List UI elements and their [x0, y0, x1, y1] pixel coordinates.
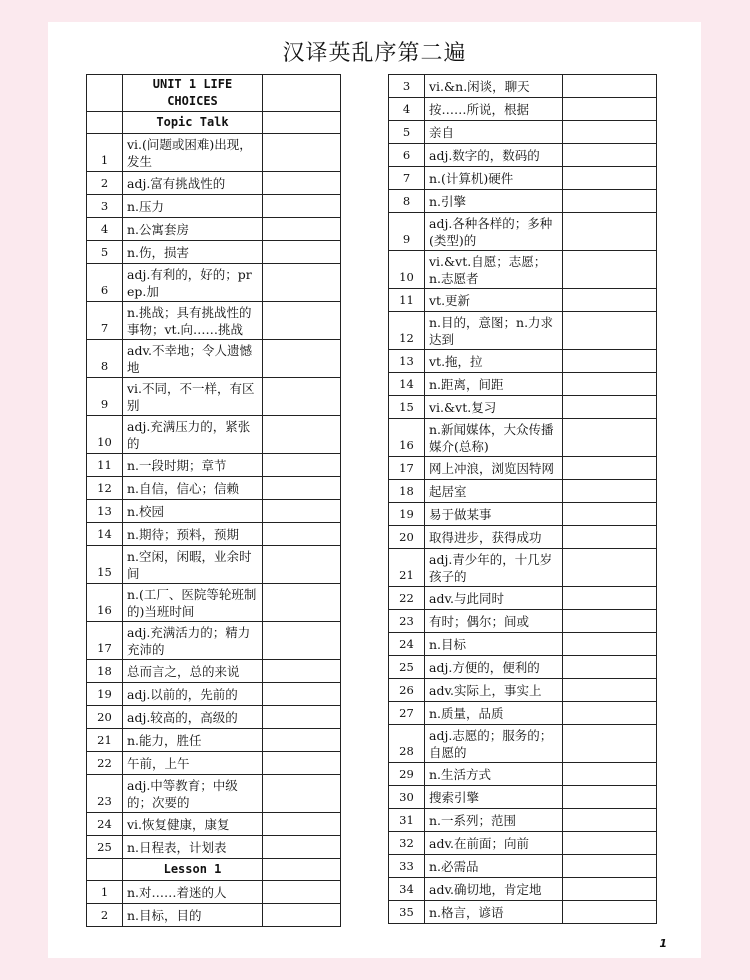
answer-cell[interactable] [563, 144, 657, 167]
vocab-row [87, 340, 341, 378]
chinese-definition: n.期待；预料，预期 [123, 523, 263, 546]
chinese-definition: n.引擎 [425, 190, 563, 213]
row-number: 30 [389, 786, 425, 809]
vocab-row [389, 213, 657, 251]
answer-cell[interactable] [563, 457, 657, 480]
answer-cell[interactable] [563, 167, 657, 190]
chinese-definition: n.必需品 [425, 855, 563, 878]
vocab-row [389, 373, 657, 396]
chinese-definition: adv.实际上，事实上 [425, 679, 563, 702]
vocab-row [87, 660, 341, 683]
chinese-definition: adj.有利的，好的；prep.加 [123, 264, 263, 302]
vocab-row [389, 419, 657, 457]
answer-cell[interactable] [263, 264, 341, 302]
section-header-row [87, 75, 341, 112]
answer-cell[interactable] [263, 340, 341, 378]
row-number: 16 [87, 584, 123, 622]
answer-cell[interactable] [263, 813, 341, 836]
answer-cell[interactable] [263, 752, 341, 775]
row-number: 2 [87, 172, 123, 195]
vocab-row [389, 121, 657, 144]
answer-cell[interactable] [263, 836, 341, 859]
vocab-row [389, 855, 657, 878]
row-number: 2 [87, 904, 123, 927]
vocab-row [87, 752, 341, 775]
vocab-row [389, 633, 657, 656]
row-number: 15 [87, 546, 123, 584]
row-number: 19 [389, 503, 425, 526]
answer-cell[interactable] [263, 584, 341, 622]
chinese-definition: n.一系列；范围 [425, 809, 563, 832]
row-number: 3 [87, 195, 123, 218]
chinese-definition: n.目标，目的 [123, 904, 263, 927]
vocab-row [389, 526, 657, 549]
chinese-definition: n.压力 [123, 195, 263, 218]
vocab-row [389, 878, 657, 901]
row-number: 10 [87, 416, 123, 454]
row-number: 12 [389, 312, 425, 350]
row-number: 31 [389, 809, 425, 832]
vocab-row [87, 584, 341, 622]
chinese-definition: n.公寓套房 [123, 218, 263, 241]
answer-cell[interactable] [263, 904, 341, 927]
answer-cell[interactable] [263, 622, 341, 660]
blank-cell [263, 112, 341, 134]
chinese-definition: n.格言，谚语 [425, 901, 563, 924]
row-number: 6 [389, 144, 425, 167]
vocab-row [87, 454, 341, 477]
vocab-row [87, 881, 341, 904]
answer-cell[interactable] [563, 75, 657, 98]
answer-cell[interactable] [563, 526, 657, 549]
chinese-definition: n.挑战；具有挑战性的事物；vt.向……挑战 [123, 302, 263, 340]
row-number: 5 [87, 241, 123, 264]
chinese-definition: vi.&n.闲谈，聊天 [425, 75, 563, 98]
answer-cell[interactable] [563, 373, 657, 396]
chinese-definition: 按……所说，根据 [425, 98, 563, 121]
row-number: 4 [389, 98, 425, 121]
row-number: 35 [389, 901, 425, 924]
answer-cell[interactable] [563, 587, 657, 610]
vocab-row [389, 832, 657, 855]
section-header-row [87, 859, 341, 881]
chinese-definition: n.(计算机)硬件 [425, 167, 563, 190]
chinese-definition: adv.不幸地；令人遗憾地 [123, 340, 263, 378]
page-title: 汉译英乱序第二遍 [282, 41, 467, 66]
row-number: 18 [389, 480, 425, 503]
answer-cell[interactable] [563, 549, 657, 587]
chinese-definition: 总而言之，总的来说 [123, 660, 263, 683]
answer-cell[interactable] [563, 878, 657, 901]
chinese-definition: n.对……着迷的人 [123, 881, 263, 904]
chinese-definition: 网上冲浪，浏览因特网 [425, 457, 563, 480]
vocab-table-left [86, 74, 341, 927]
answer-cell[interactable] [563, 190, 657, 213]
row-number: 16 [389, 419, 425, 457]
row-number: 3 [389, 75, 425, 98]
answer-cell[interactable] [263, 454, 341, 477]
answer-cell[interactable] [263, 683, 341, 706]
answer-cell[interactable] [263, 660, 341, 683]
chinese-definition: adj.富有挑战性的 [123, 172, 263, 195]
vocab-table-right [388, 74, 657, 924]
answer-cell[interactable] [563, 901, 657, 924]
answer-cell[interactable] [263, 775, 341, 813]
chinese-definition: adj.充满压力的，紧张的 [123, 416, 263, 454]
row-number: 25 [87, 836, 123, 859]
row-number: 17 [389, 457, 425, 480]
row-number: 25 [389, 656, 425, 679]
row-number: 10 [389, 251, 425, 289]
answer-cell[interactable] [263, 706, 341, 729]
chinese-definition: n.空闲，闲暇，业余时间 [123, 546, 263, 584]
row-number: 26 [389, 679, 425, 702]
vocab-row [87, 477, 341, 500]
chinese-definition: n.(工厂、医院等轮班制的)当班时间 [123, 584, 263, 622]
chinese-definition: 亲自 [425, 121, 563, 144]
chinese-definition: n.日程表，计划表 [123, 836, 263, 859]
vocab-row [389, 396, 657, 419]
chinese-definition: adj.青少年的，十几岁孩子的 [425, 549, 563, 587]
vocab-row [389, 251, 657, 289]
chinese-definition: n.一段时期；章节 [123, 454, 263, 477]
vocab-row [389, 549, 657, 587]
answer-cell[interactable] [563, 419, 657, 457]
answer-cell[interactable] [563, 251, 657, 289]
answer-cell[interactable] [263, 172, 341, 195]
chinese-definition: adv.在前面；向前 [425, 832, 563, 855]
chinese-definition: adv.确切地，肯定地 [425, 878, 563, 901]
chinese-definition: vi.(问题或困难)出现，发生 [123, 134, 263, 172]
row-number: 7 [87, 302, 123, 340]
row-number: 22 [389, 587, 425, 610]
chinese-definition: vi.&vt.复习 [425, 396, 563, 419]
row-number: 12 [87, 477, 123, 500]
vocab-row [389, 503, 657, 526]
answer-cell[interactable] [563, 610, 657, 633]
answer-cell[interactable] [563, 396, 657, 419]
vocab-row [87, 904, 341, 927]
vocab-row [389, 480, 657, 503]
section-header: Lesson 1 [123, 859, 263, 881]
chinese-definition: n.能力，胜任 [123, 729, 263, 752]
answer-cell[interactable] [563, 289, 657, 312]
row-number: 27 [389, 702, 425, 725]
vocab-row [87, 241, 341, 264]
page-number: 1 [659, 937, 667, 950]
answer-cell[interactable] [263, 881, 341, 904]
row-number: 23 [87, 775, 123, 813]
row-number: 8 [389, 190, 425, 213]
row-number: 29 [389, 763, 425, 786]
row-number: 7 [389, 167, 425, 190]
row-number: 18 [87, 660, 123, 683]
chinese-definition: 起居室 [425, 480, 563, 503]
chinese-definition: 搜索引擎 [425, 786, 563, 809]
vocab-row [87, 500, 341, 523]
row-number: 4 [87, 218, 123, 241]
row-number: 14 [87, 523, 123, 546]
row-number: 19 [87, 683, 123, 706]
blank-cell [263, 859, 341, 881]
row-number: 5 [389, 121, 425, 144]
answer-cell[interactable] [263, 523, 341, 546]
blank-cell [87, 112, 123, 134]
answer-cell[interactable] [563, 679, 657, 702]
answer-cell[interactable] [263, 729, 341, 752]
answer-cell[interactable] [563, 786, 657, 809]
vocab-row [87, 134, 341, 172]
row-number: 13 [87, 500, 123, 523]
vocab-row [87, 195, 341, 218]
vocab-row [87, 775, 341, 813]
vocab-row [389, 75, 657, 98]
chinese-definition: adj.志愿的；服务的；自愿的 [425, 725, 563, 763]
vocab-row [87, 622, 341, 660]
row-number: 28 [389, 725, 425, 763]
vocab-row [87, 264, 341, 302]
vocab-row [87, 683, 341, 706]
answer-cell[interactable] [563, 121, 657, 144]
answer-cell[interactable] [263, 134, 341, 172]
blank-cell [87, 75, 123, 112]
chinese-definition: 取得进步，获得成功 [425, 526, 563, 549]
answer-cell[interactable] [563, 832, 657, 855]
chinese-definition: n.生活方式 [425, 763, 563, 786]
vocab-row [87, 172, 341, 195]
row-number: 11 [389, 289, 425, 312]
section-header: UNIT 1 LIFE CHOICES [123, 75, 263, 112]
chinese-definition: n.自信，信心；信赖 [123, 477, 263, 500]
vocab-row [389, 809, 657, 832]
row-number: 1 [87, 881, 123, 904]
chinese-definition: n.伤，损害 [123, 241, 263, 264]
vocab-row [389, 901, 657, 924]
vocab-row [389, 656, 657, 679]
row-number: 34 [389, 878, 425, 901]
chinese-definition: adj.数字的，数码的 [425, 144, 563, 167]
chinese-definition: adj.较高的，高级的 [123, 706, 263, 729]
vocab-row [389, 312, 657, 350]
chinese-definition: adj.以前的，先前的 [123, 683, 263, 706]
chinese-definition: n.质量，品质 [425, 702, 563, 725]
section-header-row [87, 112, 341, 134]
chinese-definition: 午前，上午 [123, 752, 263, 775]
vocab-row [87, 729, 341, 752]
answer-cell[interactable] [563, 702, 657, 725]
chinese-definition: vi.&vt.自愿；志愿；n.志愿者 [425, 251, 563, 289]
answer-cell[interactable] [263, 477, 341, 500]
row-number: 24 [389, 633, 425, 656]
answer-cell[interactable] [563, 763, 657, 786]
chinese-definition: 有时；偶尔；间或 [425, 610, 563, 633]
row-number: 20 [389, 526, 425, 549]
row-number: 33 [389, 855, 425, 878]
answer-cell[interactable] [263, 546, 341, 584]
vocab-row [389, 457, 657, 480]
vocab-row [389, 763, 657, 786]
chinese-definition: vt.更新 [425, 289, 563, 312]
answer-cell[interactable] [563, 350, 657, 373]
vocab-row [87, 706, 341, 729]
blank-cell [263, 75, 341, 112]
row-number: 13 [389, 350, 425, 373]
answer-cell[interactable] [263, 241, 341, 264]
row-number: 1 [87, 134, 123, 172]
vocab-row [389, 167, 657, 190]
chinese-definition: n.校园 [123, 500, 263, 523]
chinese-definition: adj.充满活力的；精力充沛的 [123, 622, 263, 660]
answer-cell[interactable] [563, 480, 657, 503]
chinese-definition: vi.不同，不一样，有区别 [123, 378, 263, 416]
section-header: Topic Talk [123, 112, 263, 134]
vocab-row [87, 523, 341, 546]
vocab-row [87, 302, 341, 340]
answer-cell[interactable] [263, 378, 341, 416]
answer-cell[interactable] [563, 725, 657, 763]
row-number: 14 [389, 373, 425, 396]
answer-cell[interactable] [563, 312, 657, 350]
answer-cell[interactable] [563, 855, 657, 878]
chinese-definition: n.距离，间距 [425, 373, 563, 396]
answer-cell[interactable] [263, 195, 341, 218]
chinese-definition: n.目的，意图；n.力求达到 [425, 312, 563, 350]
vocab-row [389, 679, 657, 702]
chinese-definition: n.目标 [425, 633, 563, 656]
row-number: 15 [389, 396, 425, 419]
answer-cell[interactable] [263, 218, 341, 241]
vocab-row [87, 836, 341, 859]
vocab-row [389, 190, 657, 213]
answer-cell[interactable] [563, 213, 657, 251]
answer-cell[interactable] [263, 500, 341, 523]
row-number: 21 [389, 549, 425, 587]
row-number: 24 [87, 813, 123, 836]
row-number: 8 [87, 340, 123, 378]
vocab-row [87, 546, 341, 584]
row-number: 20 [87, 706, 123, 729]
vocab-row [389, 786, 657, 809]
vocab-row [389, 350, 657, 373]
row-number: 9 [389, 213, 425, 251]
chinese-definition: adv.与此同时 [425, 587, 563, 610]
answer-cell[interactable] [563, 809, 657, 832]
vocab-row [87, 378, 341, 416]
row-number: 32 [389, 832, 425, 855]
row-number: 22 [87, 752, 123, 775]
vocab-row [87, 416, 341, 454]
blank-cell [87, 859, 123, 881]
worksheet-page [48, 22, 701, 958]
chinese-definition: 易于做某事 [425, 503, 563, 526]
answer-cell[interactable] [563, 98, 657, 121]
vocab-row [87, 813, 341, 836]
vocab-row [389, 144, 657, 167]
vocab-row [87, 218, 341, 241]
chinese-definition: adj.方便的，便利的 [425, 656, 563, 679]
chinese-definition: adj.各种各样的；多种(类型)的 [425, 213, 563, 251]
vocab-row [389, 98, 657, 121]
row-number: 17 [87, 622, 123, 660]
vocab-row [389, 725, 657, 763]
answer-cell[interactable] [263, 302, 341, 340]
answer-cell[interactable] [263, 416, 341, 454]
chinese-definition: adj.中等教育；中级的；次要的 [123, 775, 263, 813]
answer-cell[interactable] [563, 633, 657, 656]
row-number: 6 [87, 264, 123, 302]
row-number: 21 [87, 729, 123, 752]
row-number: 23 [389, 610, 425, 633]
row-number: 11 [87, 454, 123, 477]
chinese-definition: vi.恢复健康，康复 [123, 813, 263, 836]
vocab-row [389, 289, 657, 312]
vocab-row [389, 610, 657, 633]
vocab-row [389, 587, 657, 610]
chinese-definition: n.新闻媒体，大众传播媒介(总称) [425, 419, 563, 457]
vocab-row [389, 702, 657, 725]
answer-cell[interactable] [563, 656, 657, 679]
answer-cell[interactable] [563, 503, 657, 526]
row-number: 9 [87, 378, 123, 416]
chinese-definition: vt.拖，拉 [425, 350, 563, 373]
